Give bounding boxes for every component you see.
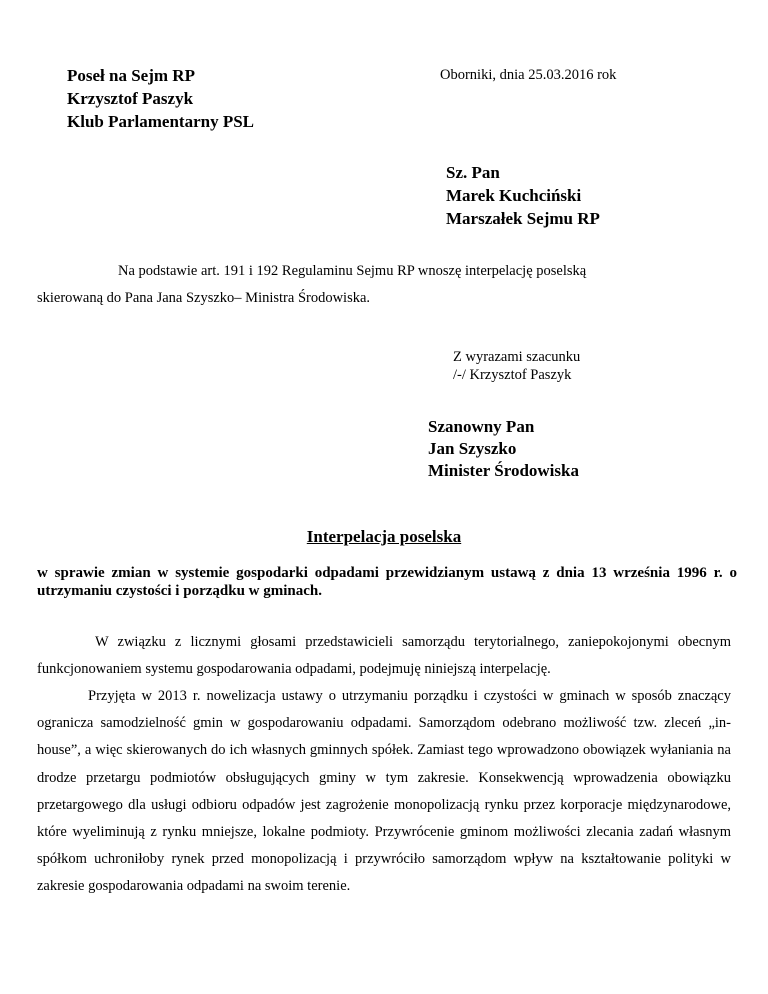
sender-name: Krzysztof Paszyk <box>67 89 194 108</box>
addressee-salutation: Szanowny Pan <box>428 417 535 436</box>
recipient-salutation: Sz. Pan <box>446 163 500 182</box>
recipient-name: Marek Kuchciński <box>446 186 582 205</box>
legal-basis-line-2: skierowaną do Pana Jana Szyszko– Ministra Środowiska. <box>37 290 371 306</box>
addressee-name: Jan Szyszko <box>428 439 517 458</box>
paragraph-text: Przyjęta w 2013 r. nowelizacja ustawy o utrzymaniu porządku i czystości w gminach w sposób znaczący ogranicza samodzielność gmin w gospodarowaniu odpadami. Samorządom odebrano możliwość tzw. zleceń „in-house”, a więc skierowanych do ich własnych gminnych spółek. Zamiast tego wprowadzono obowiązek wyłaniania na drodze przetargu podmiotów obsługujących gminy w tym zakresie. Konsekwencją wprowadzenia obowiązku przetargowego dla usługi odbioru odpadów jest zagrożenie monopolizacją rynku przez korporacje międzynarodowe, które wyeliminują z rynku mniejsze, lokalne podmioty. Przywrócenie gminom możliwości zlecania zadań własnym spółkom uchroniłoby rynek przed monopolizacją i przywróciło samorządom wpływ na kształtowanie polityki w zakresie gospodarowania odpadami na swoim terenie. <box>37 688 731 895</box>
place-date: Oborniki, dnia 25.03.2016 rok <box>440 67 617 83</box>
recipient-position: Marszałek Sejmu RP <box>446 209 600 228</box>
sender-club: Klub Parlamentarny PSL <box>67 112 255 131</box>
regards-block <box>453 348 580 384</box>
document-title: Interpelacja poselska <box>306 527 462 546</box>
addressee-position: Minister Środowiska <box>428 461 579 480</box>
regards-phrase: Z wyrazami szacunku <box>453 349 581 365</box>
legal-basis-line-1: Na podstawie art. 191 i 192 Regulaminu Sejmu RP wnoszę interpelację poselską <box>118 263 587 279</box>
addressee-block <box>428 416 579 482</box>
sender-block <box>67 64 254 133</box>
interpellation-subject: w sprawie zmian w systemie gospodarki odpadami przewidzianym ustawą z dnia 13 września 1996 r. o utrzymaniu czystości i porządku w gminach. <box>37 565 737 599</box>
recipient-block <box>446 161 600 230</box>
sender-title: Poseł na Sejm RP <box>67 66 195 85</box>
regards-signature: /-/ Krzysztof Paszyk <box>453 367 572 383</box>
paragraph-text: W związku z licznymi głosami przedstawicieli samorządu terytorialnego, zaniepokojonymi obecnym funkcjonowaniem systemu gospodarowania odpadami, podejmuję niniejszą interpelację. <box>37 634 731 678</box>
body-paragraph-1 <box>37 629 731 683</box>
body-paragraph-2 <box>37 683 731 901</box>
